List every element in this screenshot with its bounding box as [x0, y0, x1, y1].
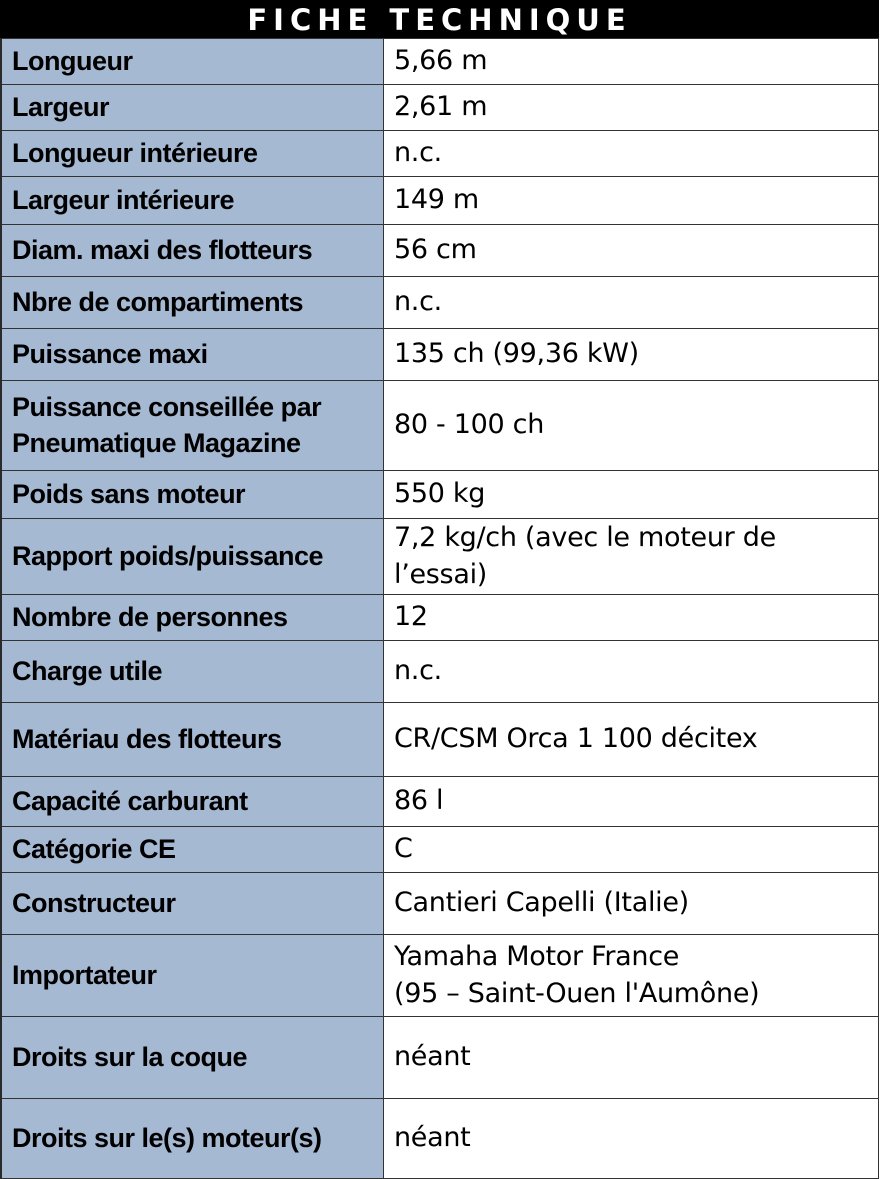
table-row [1, 381, 879, 471]
row-value-line: (95 – Saint-Ouen l'Aumône) [394, 977, 760, 1009]
table-row [1, 329, 879, 381]
table-row [1, 39, 879, 85]
row-label: Droits sur la coque [1, 1017, 384, 1099]
table-row [1, 277, 879, 329]
row-label: Largeur intérieure [1, 177, 384, 225]
row-label: Charge utile [1, 641, 384, 703]
table-row [1, 827, 879, 873]
row-label: Nbre de compartiments [1, 277, 384, 329]
row-label: Matériau des flotteurs [1, 703, 384, 777]
row-value: n.c. [384, 131, 879, 177]
row-label: Droits sur le(s) moteur(s) [1, 1099, 384, 1179]
row-value: 86 l [384, 777, 879, 827]
row-value: n.c. [384, 277, 879, 329]
row-label: Rapport poids/puissance [1, 519, 384, 595]
row-label-line: Puissance conseillée par [12, 392, 322, 423]
table-row [1, 935, 879, 1017]
table-row [1, 131, 879, 177]
row-label: Puissance maxi [1, 329, 384, 381]
row-label: Longueur intérieure [1, 131, 384, 177]
table-row [1, 641, 879, 703]
table-row [1, 85, 879, 131]
row-value [384, 935, 879, 1017]
row-value: CR/CSM Orca 1 100 décitex [384, 703, 879, 777]
sheet-title: FICHE TECHNIQUE [0, 0, 879, 38]
row-value: 550 kg [384, 471, 879, 519]
row-label-line: Pneumatique Magazine [12, 427, 301, 458]
row-label: Importateur [1, 935, 384, 1017]
row-value: 12 [384, 595, 879, 641]
row-value: néant [384, 1017, 879, 1099]
row-value-line: Yamaha Motor France [394, 941, 680, 973]
row-value: 56 cm [384, 225, 879, 277]
row-label: Poids sans moteur [1, 471, 384, 519]
table-row [1, 177, 879, 225]
row-label: Catégorie CE [1, 827, 384, 873]
table-row [1, 1099, 879, 1179]
spec-table [0, 38, 879, 1179]
table-row [1, 225, 879, 277]
table-row [1, 519, 879, 595]
table-row [1, 471, 879, 519]
row-value: 80 - 100 ch [384, 381, 879, 471]
row-label: Diam. maxi des flotteurs [1, 225, 384, 277]
row-value: 7,2 kg/ch (avec le moteur de l’essai) [384, 519, 879, 595]
row-label: Largeur [1, 85, 384, 131]
row-value: 5,66 m [384, 39, 879, 85]
row-label: Nombre de personnes [1, 595, 384, 641]
row-label: Constructeur [1, 873, 384, 935]
table-row [1, 873, 879, 935]
row-value: C [384, 827, 879, 873]
table-row [1, 777, 879, 827]
row-value: 149 m [384, 177, 879, 225]
row-value: néant [384, 1099, 879, 1179]
table-row [1, 595, 879, 641]
row-value: 135 ch (99,36 kW) [384, 329, 879, 381]
row-label: Longueur [1, 39, 384, 85]
row-value: 2,61 m [384, 85, 879, 131]
table-row [1, 703, 879, 777]
table-row [1, 1017, 879, 1099]
row-value: Cantieri Capelli (Italie) [384, 873, 879, 935]
row-value: n.c. [384, 641, 879, 703]
row-label [1, 381, 384, 471]
row-label: Capacité carburant [1, 777, 384, 827]
